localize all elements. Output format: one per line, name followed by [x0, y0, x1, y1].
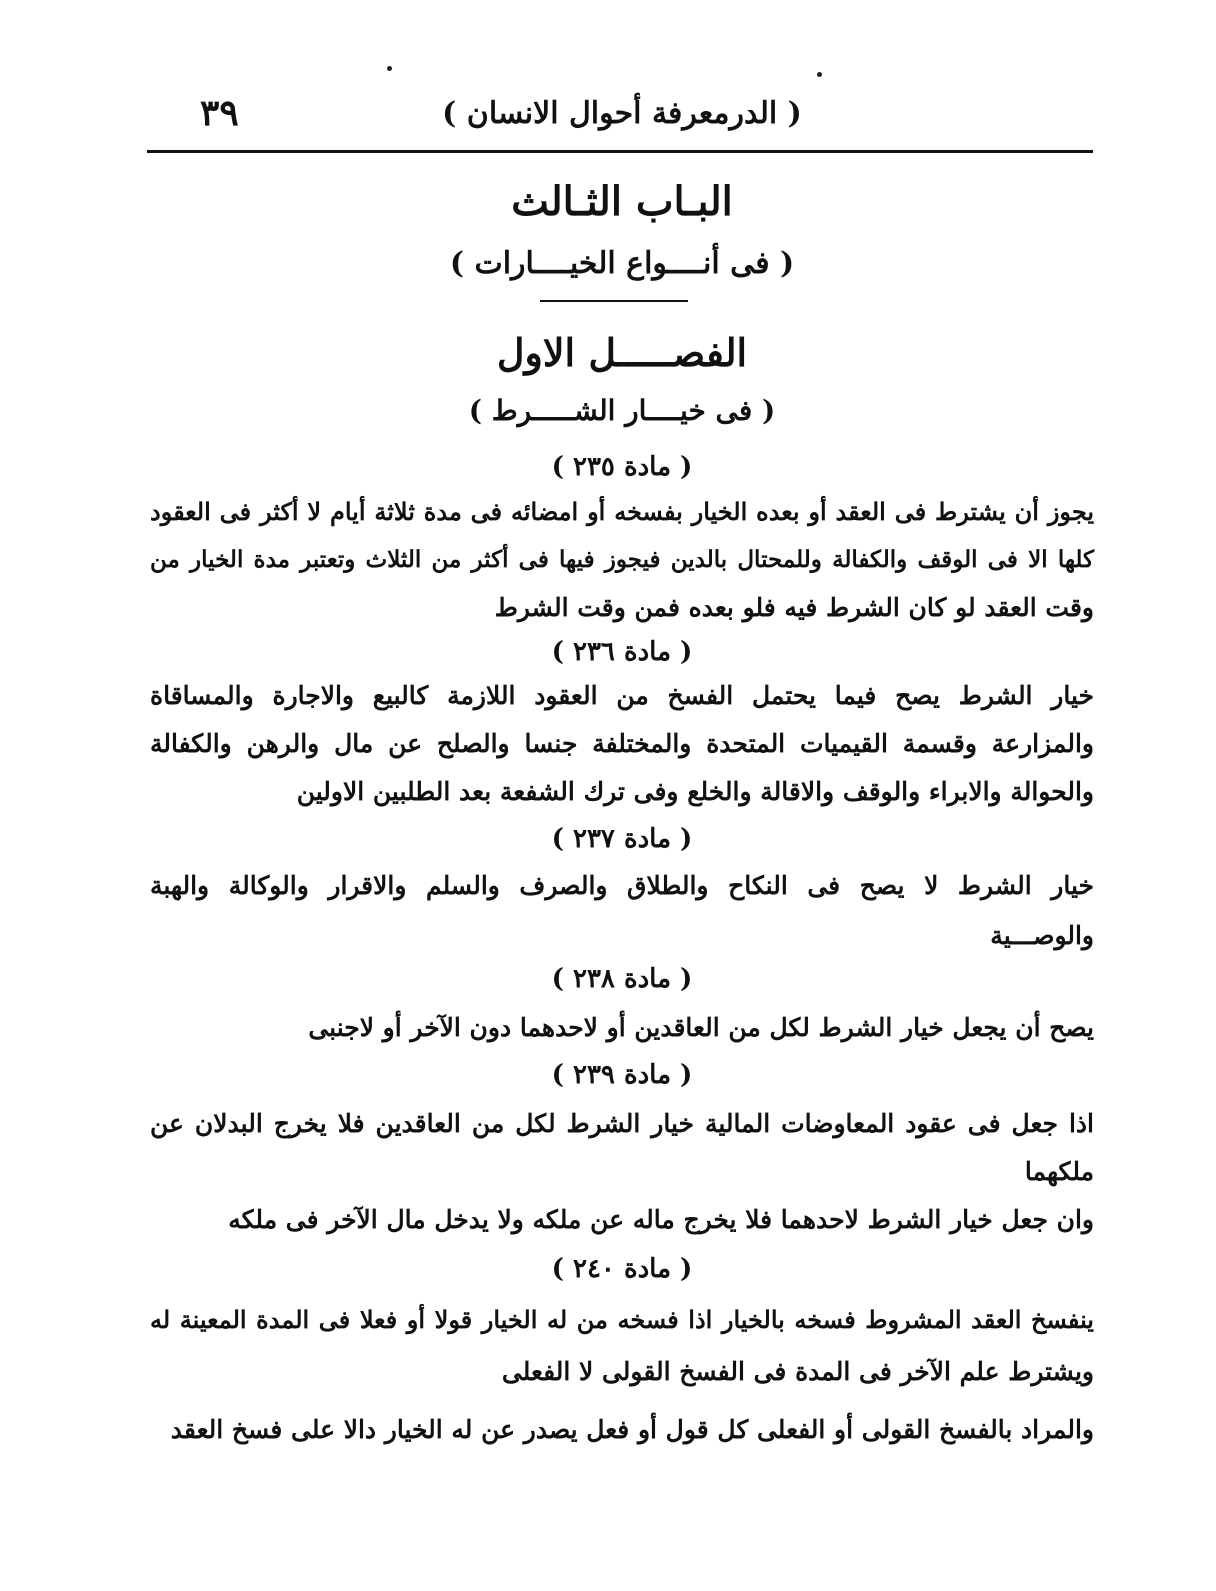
article-text-line: ينفسخ العقد المشروط فسخه بالخيار اذا فسخه من له الخيار قولا أو فعلا فى المدة المعينة له — [150, 1305, 1094, 1334]
article-text-line: وقت العقد لو كان الشرط فيه فلو بعده فمن وقت الشرط — [494, 593, 1094, 622]
scan-speck — [387, 66, 392, 71]
article-text-line: والوصـــية — [990, 921, 1094, 950]
article-text-line: خيار الشرط يصح فيما يحتمل الفسخ من العقود اللازمة كالبيع والاجارة والمساقاة — [150, 681, 1094, 710]
article-text-line: وان جعل خيار الشرط لاحدهما فلا يخرج ماله عن ملكه ولا يدخل مال الآخر فى ملكه — [228, 1205, 1094, 1234]
section-divider — [540, 300, 688, 302]
page-header — [150, 92, 1094, 142]
article-heading: ( مادة ٢٣٨ ) — [551, 964, 693, 994]
running-title: ( الدرمعرفة أحوال الانسان ) — [442, 96, 802, 131]
page-number: ٣٩ — [200, 92, 239, 134]
article-heading: ( مادة ٢٤٠ ) — [551, 1254, 693, 1284]
chapter-subtitle: ( فى أنــــواع الخيــــارات ) — [449, 246, 795, 281]
article-text-line: ويشترط علم الآخر فى المدة فى الفسخ القولى لا الفعلى — [501, 1357, 1094, 1386]
scan-speck — [817, 72, 822, 77]
section-title: الفصـــــل الاول — [496, 330, 748, 375]
article-text-line: والحوالة والابراء والوقف والاقالة والخلع وفى ترك الشفعة بعد الطلبين الاولين — [296, 777, 1094, 806]
article-heading: ( مادة ٢٣٦ ) — [551, 637, 693, 667]
article-text-line: ملكهما — [1024, 1157, 1094, 1186]
article-text-line: والمراد بالفسخ القولى أو الفعلى كل قول أو فعل يصدر عن له الخيار دالا على فسخ العقد — [170, 1415, 1094, 1444]
article-text-line: والمزارعة وقسمة القيميات المتحدة والمختلفة جنسا والصلح عن مال والرهن والكفالة — [150, 729, 1094, 758]
article-text-line: كلها الا فى الوقف والكفالة وللمحتال بالدين فيجوز فيها فى أكثر من الثلاث وتعتبر مدة الخيار من — [150, 546, 1094, 573]
article-text-line: خيار الشرط لا يصح فى النكاح والطلاق والصرف والسلم والاقرار والوكالة والهبة — [150, 871, 1094, 900]
section-subtitle: ( فى خيــــار الشـــــرط ) — [468, 394, 776, 427]
article-text-line: يصح أن يجعل خيار الشرط لكل من العاقدين أو لاحدهما دون الآخر أو لاجنبى — [308, 1013, 1094, 1042]
article-heading: ( مادة ٢٣٥ ) — [551, 452, 693, 482]
article-heading: ( مادة ٢٣٩ ) — [551, 1060, 693, 1090]
article-text-line: اذا جعل فى عقود المعاوضات المالية خيار الشرط لكل من العاقدين فلا يخرج البدلان عن — [150, 1109, 1094, 1138]
chapter-title: البـاب الثـالث — [511, 178, 733, 225]
header-rule — [147, 150, 1093, 153]
article-text-line: يجوز أن يشترط فى العقد أو بعده الخيار بفسخه أو امضائه فى مدة ثلاثة أيام لا أكثر فى العقود — [150, 497, 1094, 526]
article-heading: ( مادة ٢٣٧ ) — [551, 824, 693, 854]
